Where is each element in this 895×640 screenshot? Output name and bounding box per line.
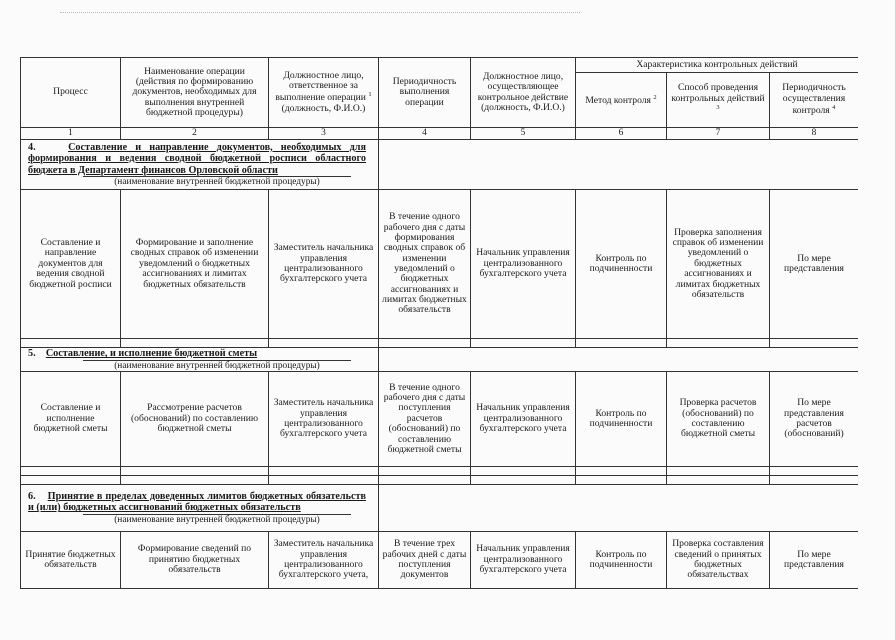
header-control-group: Характеристика контрольных действий: [576, 58, 859, 73]
table-row: [21, 190, 859, 339]
header-responsible: Должностное лицо, ответственное за выполнение операции $^1$ (должность, Ф.И.О.): [269, 58, 379, 128]
section-heading-filler: [379, 485, 859, 532]
spacer-row: [21, 467, 859, 476]
cell-responsible: Заместитель начальника управления централизованного бухгалтерского учета: [269, 372, 379, 467]
section-title: 6. Принятие в пределах доведенных лимитов бюджетных обязательств и (или) бюджетных ассигнований бюджетных обязательств: [28, 490, 366, 514]
cell-method: Контроль по подчиненности: [576, 190, 667, 339]
section-heading: [21, 140, 379, 190]
cell-process: Принятие бюджетных обязательств: [21, 532, 121, 589]
cell-responsible: Заместитель начальника управления централизованного бухгалтерского учета,: [269, 532, 379, 589]
cell-method: Контроль по подчиненности: [576, 372, 667, 467]
cell-control-periodicity: По мере представления: [770, 190, 859, 339]
document-page: [20, 57, 858, 593]
cell-controller: Начальник управления централизованного бухгалтерского учета: [471, 190, 576, 339]
procedure-caption: (наименование внутренней бюджетной процедуры): [83, 514, 351, 525]
section-title: 5. Составление, и исполнение бюджетной сметы: [28, 348, 258, 360]
cell-operation: Формирование и заполнение сводных справок об изменении уведомлений о бюджетных ассигнованиях и лимитах бюджетных обязательств: [121, 190, 269, 339]
cell-responsible: Заместитель начальника управления централизованного бухгалтерского учета: [269, 190, 379, 339]
column-number: 8: [770, 128, 859, 140]
section-heading-row: [21, 348, 859, 372]
column-numbers-row: [21, 128, 859, 140]
column-number: 3: [269, 128, 379, 140]
cell-way: Проверка составления сведений о принятых бюджетных обязательствах: [667, 532, 770, 589]
cell-periodicity: В течение одного рабочего дня с даты формирования сводных справок об изменении уведомлений о бюджетных ассигнованиях и лимитах бюджетных обязательств: [379, 190, 471, 339]
cell-way: Проверка заполнения справок об изменении уведомлений о бюджетных ассигнованиях и лимитах бюджетных обязательств: [667, 190, 770, 339]
cell-method: Контроль по подчиненности: [576, 532, 667, 589]
header-controller: Должностное лицо, осуществляющее контрольное действие (должность, Ф.И.О.): [471, 58, 576, 128]
cell-operation: Формирование сведений по принятию бюджетных обязательств: [121, 532, 269, 589]
header-row-top: [21, 58, 859, 73]
cell-control-periodicity: По мере представления расчетов (обоснований): [770, 372, 859, 467]
section-heading: [21, 348, 379, 372]
header-control-periodicity: Периодичность осуществления контроля $^4$: [770, 73, 859, 128]
procedure-caption: (наименование внутренней бюджетной процедуры): [83, 176, 351, 187]
cell-periodicity: В течение трех рабочих дней с даты поступления документов: [379, 532, 471, 589]
header-way: Способ проведения контрольных действий $^3$: [667, 73, 770, 128]
section-heading-filler: [379, 140, 859, 190]
section-heading-row: [21, 485, 859, 532]
column-number: 6: [576, 128, 667, 140]
cell-controller: Начальник управления централизованного бухгалтерского учета: [471, 532, 576, 589]
section-heading: [21, 485, 379, 532]
column-number: 2: [121, 128, 269, 140]
procedure-caption: (наименование внутренней бюджетной процедуры): [83, 360, 351, 371]
section-heading-row: [21, 140, 859, 190]
table-row: [21, 372, 859, 467]
cell-periodicity: В течение одного рабочего дня с даты поступления расчетов (обоснований) по составлению бюджетной сметы: [379, 372, 471, 467]
cell-process: Составление и исполнение бюджетной сметы: [21, 372, 121, 467]
cell-way: Проверка расчетов (обоснований) по составлению бюджетной сметы: [667, 372, 770, 467]
table-row: [21, 532, 859, 589]
column-number: 7: [667, 128, 770, 140]
scan-margin-line: [60, 12, 580, 13]
cell-process: Составление и направление документов для ведения сводной бюджетной росписи: [21, 190, 121, 339]
column-number: 4: [379, 128, 471, 140]
column-number: 5: [471, 128, 576, 140]
spacer-row: [21, 339, 859, 348]
header-periodicity: Периодичность выполнения операции: [379, 58, 471, 128]
budget-procedures-table: [20, 57, 858, 589]
header-method: Метод контроля $^2$: [576, 73, 667, 128]
cell-controller: Начальник управления централизованного бухгалтерского учета: [471, 372, 576, 467]
column-number: 1: [21, 128, 121, 140]
header-process: Процесс: [21, 58, 121, 128]
header-operation: Наименование операции (действия по формированию документов, необходимых для выполнения внутренней бюджетной процедуры): [121, 58, 269, 128]
spacer-row: [21, 476, 859, 485]
cell-control-periodicity: По мере представления: [770, 532, 859, 589]
cell-operation: Рассмотрение расчетов (обоснований) по составлению бюджетной сметы: [121, 372, 269, 467]
section-title: 4. Составление и направление документов, необходимых для формирования и ведения сводной бюджетной росписи областного бюджета в Департамент финансов Орловской области: [28, 141, 366, 176]
section-heading-filler: [379, 348, 859, 372]
